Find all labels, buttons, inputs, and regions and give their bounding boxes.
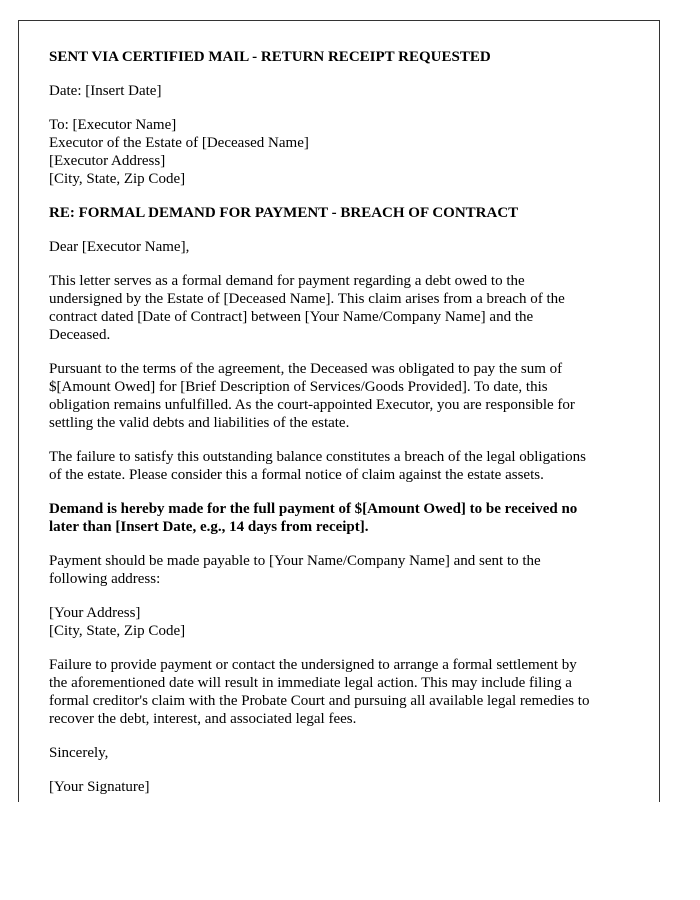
text-line: formal creditor's claim with the Probate Court and pursuing all available legal remedies to [49, 693, 590, 709]
text-line: RE: FORMAL DEMAND FOR PAYMENT - BREACH OF CONTRACT [49, 205, 519, 221]
text-line: undersigned by the Estate of [Deceased Name]. This claim arises from a breach of the [49, 291, 565, 307]
body-paragraph [49, 272, 639, 344]
body-paragraph [49, 552, 639, 588]
text-line: contract dated [Date of Contract] between [Your Name/Company Name] and the [49, 309, 534, 325]
text-line: the aforementioned date will result in immediate legal action. This may include filing a [49, 675, 572, 691]
certified-mail-header [49, 48, 639, 66]
text-line: later than [Insert Date, e.g., 14 days from receipt]. [49, 519, 369, 535]
text-line: To: [Executor Name] [49, 117, 177, 133]
signature [49, 778, 639, 796]
text-line: [City, State, Zip Code] [49, 623, 186, 639]
text-line: recover the debt, interest, and associated legal fees. [49, 711, 357, 727]
salutation [49, 238, 639, 256]
text-line: [City, State, Zip Code] [49, 171, 186, 187]
recipient-address [49, 116, 639, 188]
body-paragraph [49, 360, 639, 432]
text-line: Failure to provide payment or contact the undersigned to arrange a formal settlement by [49, 657, 577, 673]
text-line: Sincerely, [49, 745, 109, 761]
letter-page [18, 20, 660, 802]
text-line: [Executor Address] [49, 153, 166, 169]
text-line: Executor of the Estate of [Deceased Name] [49, 135, 309, 151]
subject-line [49, 204, 639, 222]
closing [49, 744, 639, 762]
text-line: [Your Signature] [49, 779, 150, 795]
text-line: Pursuant to the terms of the agreement, the Deceased was obligated to pay the sum of [49, 361, 563, 377]
body-paragraph [49, 656, 639, 728]
text-line: Date: [Insert Date] [49, 83, 162, 99]
text-line: Payment should be made payable to [Your Name/Company Name] and sent to the [49, 553, 541, 569]
text-line: This letter serves as a formal demand for payment regarding a debt owed to the [49, 273, 525, 289]
text-line: obligation remains unfulfilled. As the court-appointed Executor, you are responsible for [49, 397, 575, 413]
text-line: settling the valid debts and liabilities of the estate. [49, 415, 350, 431]
text-line: [Your Address] [49, 605, 141, 621]
text-line: Demand is hereby made for the full payment of $[Amount Owed] to be received no [49, 501, 578, 517]
text-line: following address: [49, 571, 161, 587]
payment-address [49, 604, 639, 640]
text-line: Dear [Executor Name], [49, 239, 190, 255]
date-line [49, 82, 639, 100]
demand-statement [49, 500, 639, 536]
text-line: SENT VIA CERTIFIED MAIL - RETURN RECEIPT REQUESTED [49, 49, 491, 65]
text-line: $[Amount Owed] for [Brief Description of Services/Goods Provided]. To date, this [49, 379, 548, 395]
body-paragraph [49, 448, 639, 484]
text-line: of the estate. Please consider this a formal notice of claim against the estate assets. [49, 467, 544, 483]
text-line: Deceased. [49, 327, 111, 343]
text-line: The failure to satisfy this outstanding balance constitutes a breach of the legal obligations [49, 449, 586, 465]
